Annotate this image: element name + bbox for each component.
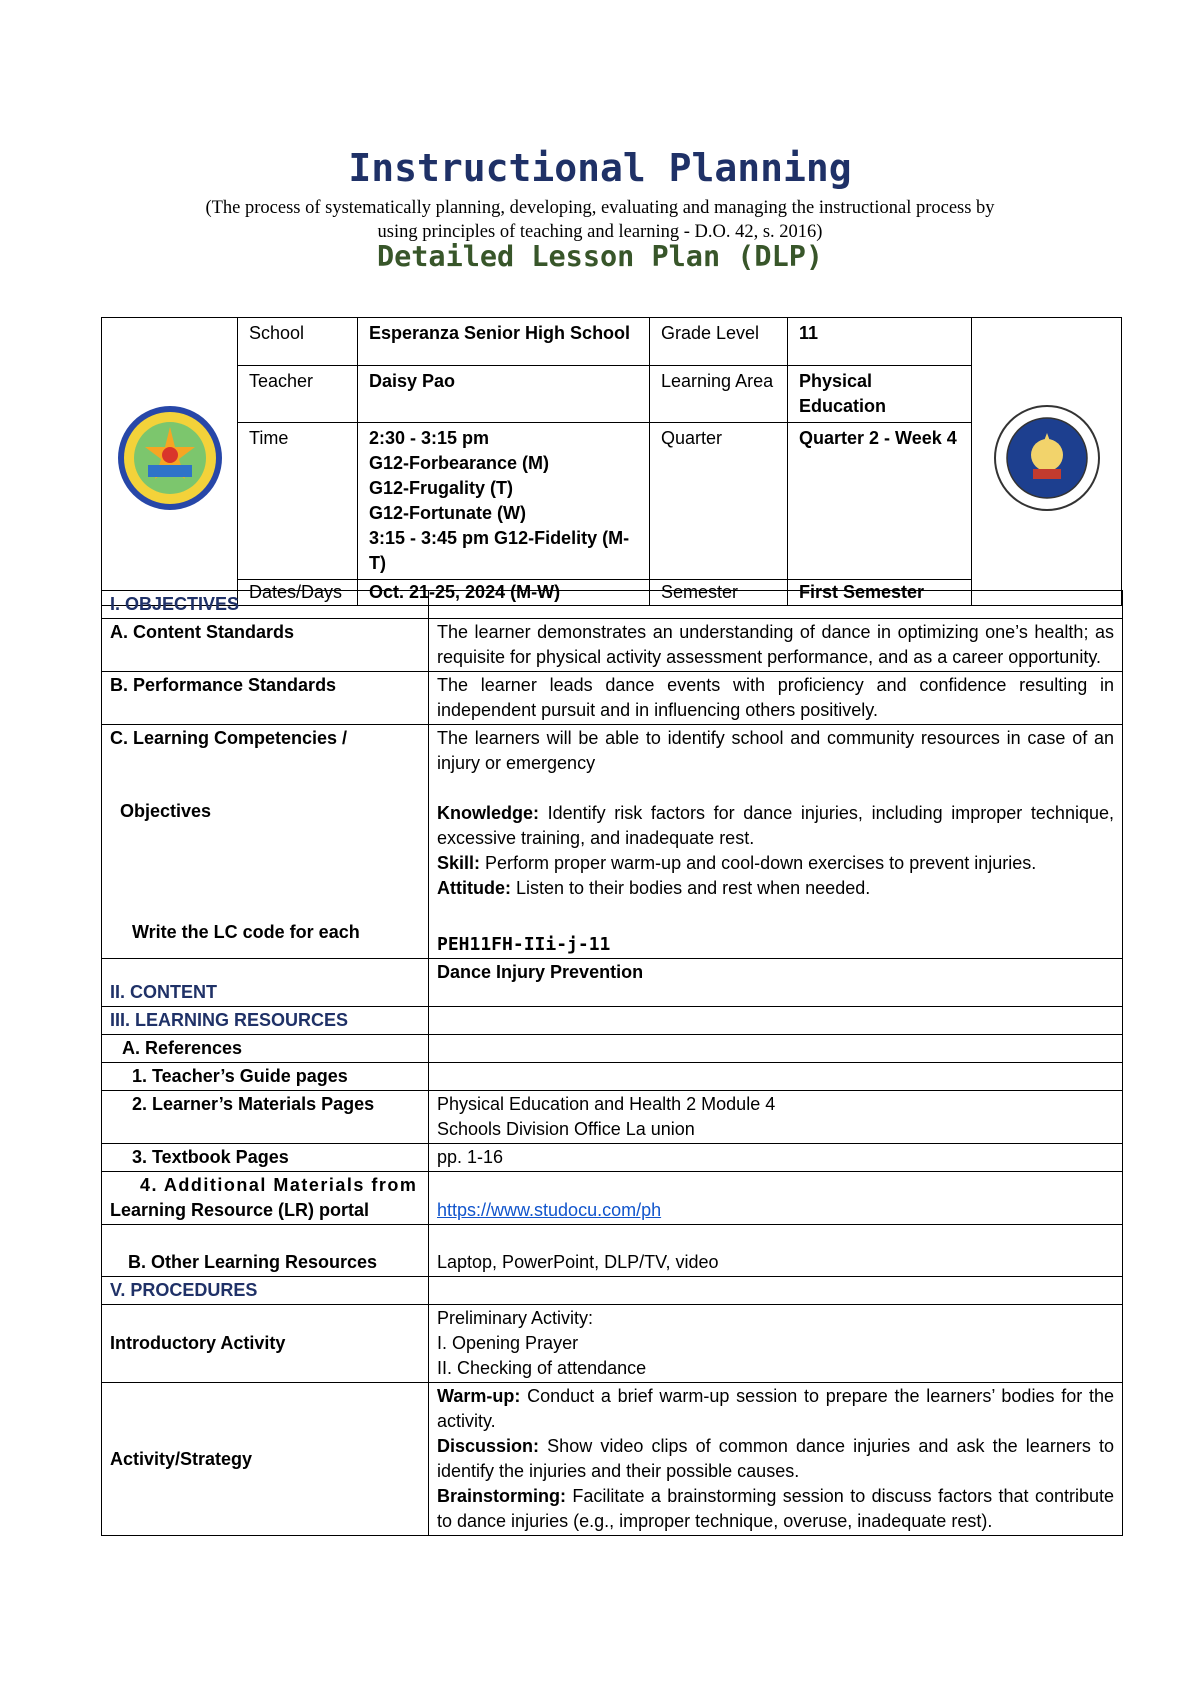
competencies-cell	[429, 725, 1123, 959]
brainstorm-text: Facilitate a brainstorming session to discuss factors that contribute to dance injuries (e.g., improper technique, overuse, inadequate rest).	[437, 1486, 1114, 1531]
performance-standards-label: B. Performance Standards	[102, 672, 429, 725]
discussion-text: Show video clips of common dance injuries and ask the learners to identify the injuries and their possible causes.	[437, 1436, 1114, 1481]
lm-line: Schools Division Office La union	[437, 1119, 695, 1139]
intro-line: II. Checking of attendance	[437, 1358, 647, 1378]
content-text: Dance Injury Prevention	[429, 959, 1123, 1007]
warmup-text: Conduct a brief warm-up session to prepare the learners’ bodies for the activity.	[437, 1386, 1114, 1431]
skill-text: Perform proper warm-up and cool-down exercises to prevent injuries.	[480, 853, 1037, 873]
knowledge-label: Knowledge:	[437, 803, 539, 823]
dates-label: Dates/Days	[238, 580, 358, 606]
additional-label-cell	[102, 1172, 429, 1225]
studocu-link[interactable]: https://www.studocu.com/ph	[437, 1200, 662, 1220]
area-value: Physical Education	[788, 366, 972, 423]
time-line: G12-Frugality (T)	[369, 478, 514, 498]
teacher-label: Teacher	[238, 366, 358, 423]
other-resources-label: B. Other Learning Resources	[102, 1225, 429, 1277]
resources-header: III. LEARNING RESOURCES	[102, 1007, 429, 1035]
activity-strategy-cell	[429, 1383, 1123, 1536]
content-header: II. CONTENT	[102, 959, 429, 1007]
competencies-label-cell	[102, 725, 429, 959]
quarter-label: Quarter	[650, 423, 788, 580]
semester-label: Semester	[650, 580, 788, 606]
attitude-label: Attitude:	[437, 878, 511, 898]
additional-cell	[429, 1172, 1123, 1225]
discussion-item	[437, 1434, 1114, 1484]
deped-seal-icon	[992, 403, 1102, 513]
references-label: A. References	[102, 1035, 429, 1063]
procedures-header: V. PROCEDURES	[102, 1277, 429, 1305]
quarter-value: Quarter 2 - Week 4	[788, 423, 972, 580]
time-line: 2:30 - 3:15 pm	[369, 428, 490, 448]
textbook-text: pp. 1-16	[429, 1144, 1123, 1172]
semester-value: First Semester	[788, 580, 972, 606]
brainstorm-item	[437, 1484, 1114, 1534]
intro-activity-label: Introductory Activity	[102, 1305, 429, 1383]
intro-line: Preliminary Activity:	[437, 1308, 594, 1328]
content-standards-text: The learner demonstrates an understanding of dance in optimizing one’s health; as requisite for physical activity assessment performance, and as a career opportunity.	[429, 619, 1123, 672]
info-table	[101, 317, 1122, 606]
performance-standards-text: The learner leads dance events with proficiency and confidence resulting in independent pursuit and in influencing others positively.	[429, 672, 1123, 725]
lc-code-label: Write the LC code for each	[132, 922, 360, 942]
additional-label-line: Learning Resource (LR) portal	[110, 1200, 370, 1220]
lc-code: PEH11FH-IIi-j-11	[437, 934, 611, 955]
grade-label: Grade Level	[650, 318, 788, 366]
content-standards-label: A. Content Standards	[102, 619, 429, 672]
additional-label-line: 4. Additional Materials from	[140, 1175, 418, 1195]
skill-objective	[437, 851, 1114, 876]
warmup-label: Warm-up:	[437, 1386, 521, 1406]
page-title: Instructional Planning	[348, 146, 852, 190]
lesson-plan-table	[101, 590, 1123, 1536]
competency-text: The learners will be able to identify school and community resources in case of an injury or emergency	[437, 728, 1114, 773]
warmup-item	[437, 1384, 1114, 1434]
textbook-label: 3. Textbook Pages	[102, 1144, 429, 1172]
competencies-label: C. Learning Competencies /	[110, 728, 348, 748]
grade-value: 11	[788, 318, 972, 366]
school-label: School	[238, 318, 358, 366]
objectives-header: I. OBJECTIVES	[102, 591, 429, 619]
dlp-title: Detailed Lesson Plan (DLP)	[376, 240, 824, 273]
school-seal-icon	[115, 403, 225, 513]
school-seal-cell	[102, 318, 238, 606]
page-subtitle: (The process of systematically planning, developing, evaluating and managing the instructional process by using principles of teaching and learning - D.O. 42, s. 2016)	[205, 198, 995, 242]
skill-label: Skill:	[437, 853, 481, 873]
deped-seal-cell	[972, 318, 1122, 606]
area-label: Learning Area	[650, 366, 788, 423]
time-line: G12-Fortunate (W)	[369, 503, 526, 523]
objectives-label: Objectives	[120, 801, 212, 821]
lm-cell	[429, 1091, 1123, 1144]
tg-label: 1. Teacher’s Guide pages	[102, 1063, 429, 1091]
time-line: 3:15 - 3:45 pm G12-Fidelity (M-T)	[369, 528, 630, 573]
teacher-value: Daisy Pao	[358, 366, 650, 423]
attitude-objective	[437, 876, 1114, 901]
lm-line: Physical Education and Health 2 Module 4	[437, 1094, 776, 1114]
time-value	[358, 423, 650, 580]
school-value: Esperanza Senior High School	[358, 318, 650, 366]
discussion-label: Discussion:	[437, 1436, 540, 1456]
dates-value: Oct. 21-25, 2024 (M-W)	[358, 580, 650, 606]
time-label: Time	[238, 423, 358, 580]
activity-strategy-label: Activity/Strategy	[102, 1383, 429, 1536]
intro-line: I. Opening Prayer	[437, 1333, 579, 1353]
attitude-text: Listen to their bodies and rest when needed.	[510, 878, 871, 898]
knowledge-text: Identify risk factors for dance injuries, including improper technique, excessive training, and inadequate rest.	[437, 803, 1114, 848]
brainstorm-label: Brainstorming:	[437, 1486, 567, 1506]
other-resources-text: Laptop, PowerPoint, DLP/TV, video	[429, 1225, 1123, 1277]
lm-label: 2. Learner’s Materials Pages	[102, 1091, 429, 1144]
intro-activity-cell	[429, 1305, 1123, 1383]
knowledge-objective	[437, 801, 1114, 851]
time-line: G12-Forbearance (M)	[369, 453, 550, 473]
